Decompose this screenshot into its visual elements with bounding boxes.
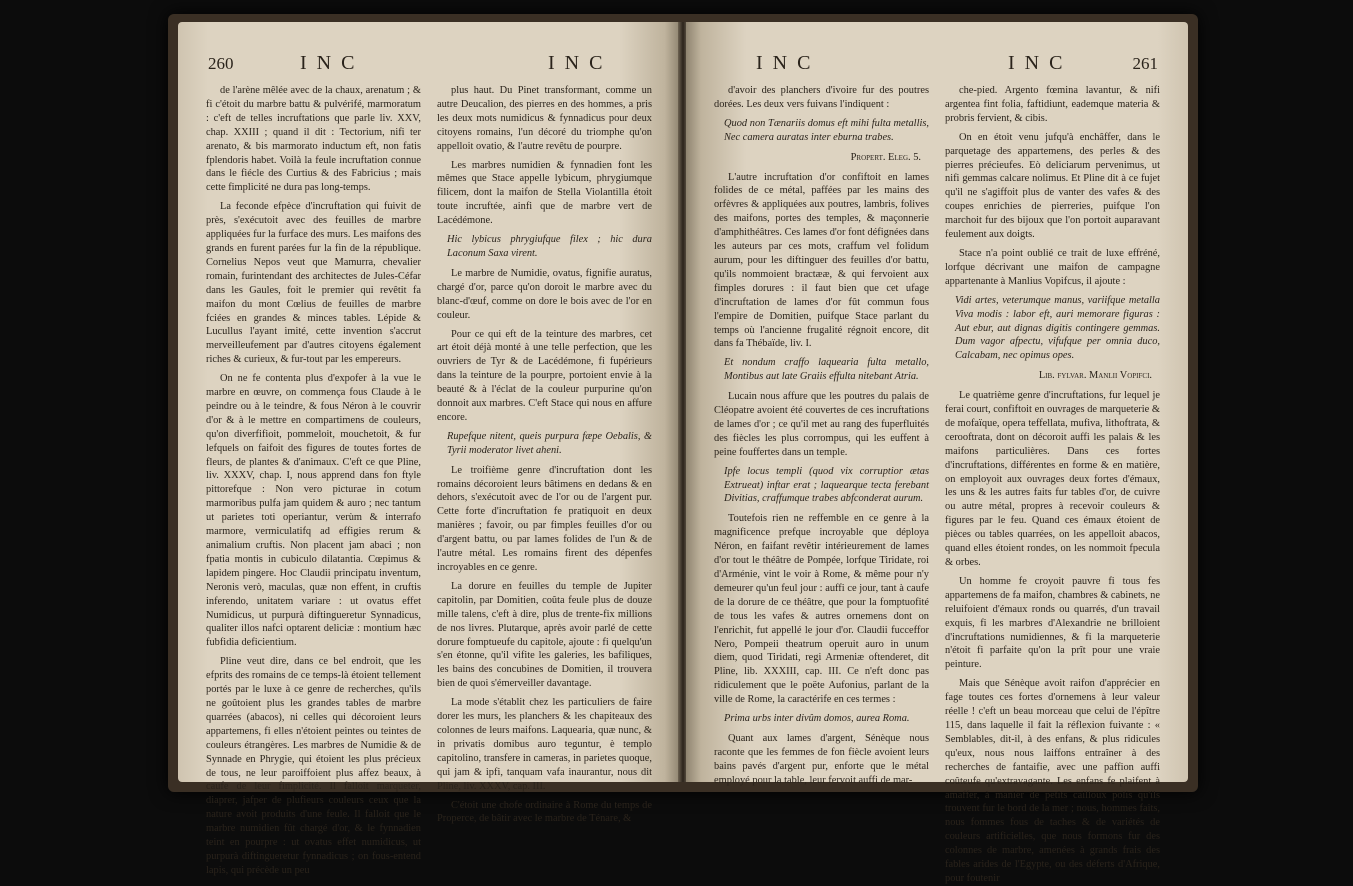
paragraph: Lucain nous affure que les poutres du palais de Cléopatre avoient été couvertes de ces incruftations de lames d'or ; ce qu'il met au rang des fuperfluités des fiècles les plus corrompus, qui les euffent à peine fouffertes dans un temple.	[714, 391, 929, 458]
verse-quote: Prima urbs inter divûm domos, aurea Roma.	[724, 713, 910, 725]
paragraph: Quant aux lames d'argent, Sénèque nous raconte que les femmes de fon fiècle avoient leurs bains pavés d'argent pur, enforte que le métal employé pour la table, leur fervoit auffi de mar-	[714, 732, 929, 786]
paragraph: che-pied. Argento fœmina lavantur, & nifi argentea fint folia, faftidiunt, eademque materia & probris fervient, & cibis.	[945, 85, 1160, 124]
paragraph: Pour ce qui eft de la teinture des marbres, cet art étoit déjà monté à une telle perfection, que les ouvriers de Tyr & de Lacédémone, fi fupérieurs dans la teinture de la pourpre, portoient envie à la beauté & à l'éclat de la couleur purpurine qu'on donnoit aux marbres. C'eft Stace qui nous en affure encore.	[437, 328, 652, 423]
verse-quote: Ipfe locus templi (quod vix corruptior ætas Extrueat) inftar erat ; laquearque tecta ferebant Divitias, craffumque trabes abfconderat aurum.	[724, 465, 929, 505]
left-column-1	[206, 84, 421, 876]
running-head: INC	[756, 52, 821, 74]
right-running-header	[716, 52, 1158, 76]
paragraph: Le quatrième genre d'incruftations, fur lequel je ferai court, confiftoit en ouvrages de marqueterie & de mofaïque, opera teffellata, mufiva, lithoftrata, & cerooftrata, dont on décoroit auffi les palais & les maifons particulières. Dans ces fortes d'incruftations, différentes en forme & en matière, on employoit aux ouvrages deux fortes d'émaux, les uns & les autres faits fur tables d'or, de cuivre ou autre métal, propres à recevoir couleurs & figures par le feu. Quand ces émaux étoient de pièces ou tables quarrées, on les appelloit abacos, quand elles étoient rondes, on les nommoit fpecula & orbes.	[945, 390, 1160, 568]
verse-quote: Hic lybicus phrygiufque filex ; hic dura Laconum Saxa virent.	[447, 234, 652, 259]
running-head: INC	[300, 52, 365, 74]
right-page	[686, 22, 1188, 884]
verse-quote: Quod non Tænariis domus eft mihi fulta metallis, Nec camera auratas inter eburna trabes.	[724, 117, 929, 143]
paragraph: Toutefois rien ne reffemble en ce genre à la magnificence prefque incroyable que déploya Néron, en faifant revêtir intérieurement de lames d'or tout le théâtre de Pompée, lorfque Tiridate, roi d'Arménie, vint le voir à Rome, & même pour n'y demeurer qu'un feul jour : auffi ce jour, tant à caufe de la dorure de ce théâtre, que pour la fomptuofité de tous les vafes & autres ornemens dont on l'enrichit, fut appellé le jour d'or. Claudii fucceffor Nero, Pompeii theatrum operuit auro in unum diem, quod Tiridati, regi Armeniæ oftenderet, dit Pline, lib. XXXIII, cap. III. Ce n'eft donc pas ridiculement que le poëte Aufonius, parlant de la ville de Rome, la caractérife en ces termes :	[714, 513, 929, 706]
right-column-2	[945, 84, 1160, 884]
paragraph: La feconde efpèce d'incruftation qui fuivit de près, s'exécutoit avec des feuilles de marbre appliquées fur la furface des murs. Les maifons des grands en furent parées fur la fin de la république. Cornelius Nepos veut que Mamurra, chevalier romain, furintendant des architectes de Jules-Céfar dans les Gaules, foit le premier qui revêtit fa maifon du mont Cœlius de feuilles de marbre fciées en grandes & minces tables. Lépide & Lucullus l'ayant imité, cette invention s'accrut merveilleufement par d'autres citoyens également riches & curieux, & fur-tout par les empereurs.	[206, 201, 421, 366]
paragraph: Les marbres numidien & fynnadien font les mêmes que Stace appelle lybicum, phrygiumque filicem, dont la maifon de Stella Violantilla étoit toute incruftée, ainfi que de marbre vert de Lacédémone.	[437, 159, 652, 227]
open-book	[168, 14, 1198, 884]
running-head: INC	[1008, 52, 1073, 74]
paragraph: de l'arène mêlée avec de la chaux, arenatum ; & fi c'étoit du marbre battu & pulvérifé, marmoratum : c'eft de telles incruftations que parle liv. XXV, chap. XXIII ; quand il dit : Tectorium, nifi ter arenato, & bis marmorato inductum eft, non fatis fplendoris habet. Voilà la feule incruftation connue dans le fiécle des Curtius & des Fabricius ; mais cette fimplicité ne dura pas long-temps.	[206, 85, 421, 194]
paragraph: Le marbre de Numidie, ovatus, fignifie auratus, chargé d'or, parce qu'on doroit le marbre avec du blanc-d'œuf, comme on dore le bois avec de l'or en couleur.	[437, 267, 652, 321]
running-head: INC	[548, 52, 613, 74]
paragraph: Le troifième genre d'incruftation dont les romains décoroient leurs bâtimens en dedans & en dehors, s'exécutoit avec de l'or ou de l'argent pur. Cette forte d'incruftation fe pratiquoit en deux manières ; favoir, ou par fimples feuilles d'or ou d'argent battu, ou par lames folides de l'un & de l'autre métal. Les romains firent des dépenfes incroyables en ce genre.	[437, 464, 652, 573]
citation: Lib. fylvar. Manlii Vopifci.	[1038, 370, 1152, 382]
left-column-2	[437, 84, 652, 825]
paragraph: C'étoit une chofe ordinaire à Rome du temps de Properce, de bâtir avec le marbre de Ténare, &	[437, 799, 652, 825]
left-page	[178, 22, 680, 876]
right-column-1	[714, 84, 929, 786]
page-number: 260	[208, 54, 234, 73]
paragraph: On ne fe contenta plus d'expofer à la vue le marbre en œuvre, on commença fous Claude à le peindre ou à le teindre, & fous Néron à le couvrir d'or & à le mettre en compartimens de couleurs, qu'on diverfifioit, pommeloit, mouchetoit, & fur lefquels on faifoit des figures de toutes fortes de fleurs, de plantes & d'animaux. C'eft ce que Pline, liv. XXXV, chap. I, nous apprend dans fon ftyle pittorefque : Non vero picturae in cotum marmoribus pulfa jam quidem & auro ; nec tantum ut parietes toti operiantur, verùm & interrafo marmore, vermiculatifq ad effigies rerum & animalium cruftis. Non placent jam abaci ; non fpatia montis in cubiculo dilatantia. Cœpimus & lapidem pingere. Hoc Claudii principatu inventum, Neronis verò, maculas, quæ non effent, in cruftis inferendo, unitatem variare : ut ovatus effet Numidicus, ut purpurà diftingueretur Synnadicus, qualiter illos nafci optarent deliciæ : montium hæc fubfidia deficientium.	[206, 373, 421, 649]
verse-quote: Et nondum craffo laquearia fulta metallo, Montibus aut late Graiis effulta nitebant Atria.	[724, 357, 929, 383]
paragraph: Stace n'a point oublié ce trait de luxe effréné, lorfque décrivant une maifon de campagne appartenante à Manlius Vopifcus, il ajoute :	[945, 247, 1160, 287]
paragraph: Pline veut dire, dans ce bel endroit, que les efprits des romains de ce temps-là étoient tellement portés par le luxe à ce genre de recherches, qu'ils ne goûtoient plus les grandes tables de marbre quarrées (abacos), ni celles qui décoroient leurs appartemens, fi elles n'étoient peintes ou teintes de couleurs étrangères. Les marbres de Numidie & de Synnade en Phrygie, qui étoient les plus précieux de tous, ne leur paroiffoient plus affez beaux, à caufe de leur fimplicité. Il falloit marqueter, diaprer, jafper de plufieurs couleurs ceux que la nature avoit produits d'une feule. Il falloit que le marbre numidien fût chargé d'or, & le fynnadien teint en pourpre : ut ovatus effet numidicus, ut purpurà diftingueretur fynnadicus ; on fous-entend lapis, qui précède un peu	[206, 656, 421, 876]
paragraph: Un homme fe croyoit pauvre fi tous fes appartemens de fa maifon, chambres & cabinets, ne reluifoient d'émaux ronds ou quarrés, d'un travail exquis, fi les marbres d'Alexandrie ne brilloient d'incruftations numidiennes, & fi la marqueterie n'étoit fi parfaite qu'on la prît pour une vraie peinture.	[945, 575, 1160, 671]
paragraph: On en étoit venu jufqu'à enchâffer, dans le parquetage des appartemens, des perles & des pierres précieufes. Eò deliciarum pervenimus, ut nifi gemmas calcare nolimus. Et Pline dit à ce fujet qu'il ne s'agiffoit plus de vanter des vafes & des coupes enrichies de pierreries, puifque l'on marchoit fur des bijoux que l'on portoit auparavant feulement aux doigts.	[945, 131, 1160, 241]
paragraph: L'autre incruftation d'or confiftoit en lames folides de ce métal, paffées par les mains des orfèvres & appliquées aux poutres, lambris, folives des maifons, portes des temples, & maçonnerie d'amphithéâtres. Ces lames d'or font défignées dans les auteurs par ces mots, craffum vel folidum aurum, pour les diftinguer des feuilles d'or battu, qu'ils nommoient bractææ, & qui fervoient aux fimples dorures : il faut bien que cet ufage d'incruftation de lames d'or fût commun fous l'empire de Domitien, puifque Stace parlant du temps où l'ancienne frugalité régnoit encore, dit dans fa Thébaïde, liv. I.	[714, 171, 929, 350]
left-columns	[206, 84, 652, 876]
verse-quote: Rupefque nitent, queis purpura fæpe Oebalis, & Tyrii moderator livet aheni.	[447, 430, 652, 456]
verse-quote: Vidi artes, veterumque manus, variifque metalla Viva modis : labor eft, auri memorare figuras : Aut ebur, aut dignas digitis contingere gemmas. Dum vagor afpectu, vifufque per omnia duco, Calcabam, nec opimus opes.	[955, 294, 1160, 362]
paragraph: Mais que Sénèque avoit raifon d'apprécier en fage toutes ces fortes d'ornemens à leur valeur réelle ! c'eft un beau morceau que celui de l'épître 115, dans laquelle il fait la réflexion fuivante : « Semblables, dit-il, à des enfans, & plus ridicules qu'eux, nous nous laiffons entraîner à des recherches de fantaifie, avec une paffion auffi coûteufe qu'extravagante. Les enfans fe plaifent à amaffer, à manier de petits cailloux polis qu'ils trouvent fur le bord de la mer ; nous, hommes faits, nous fommes fous de taches & de variétés de couleurs artificielles, que nous formons fur des colonnes de marbre, amenées à grands frais des fables arides de l'Egypte, ou des déferts d'Afrique, pour foutenir	[945, 678, 1160, 884]
paragraph: La dorure en feuilles du temple de Jupiter capitolin, par Domitien, coûta feule plus de douze mille talens, c'eft à dire, plus de trente-fix millions de nos livres. Plutarque, après avoir parlé de cette dorure fomptueufe du capitole, ajoute : fi quelqu'un s'en étonne, qu'il vifite les galeries, les bafiliques, les bains des concubines de Domitien, il trouvera bien de quoi s'émerveiller davantage.	[437, 580, 652, 690]
paragraph: plus haut. Du Pinet transformant, comme un autre Deucalion, des pierres en des hommes, a pris les deux mots numidicus & fynnadicus pour deux citoyens romains, l'un décoré du triomphe qu'on appelloit ovatio, & l'autre revêtu de pourpre.	[437, 85, 652, 152]
paragraph: La mode s'établit chez les particuliers de faire dorer les murs, les planchers & les chapiteaux des colonnes de leurs maifons. Laquearia, quæ nunc, & in privatis domibus auro teguntur, è templo capitolino, transfere in cameras, in parietes quoque, qui jam & ipfi, tanquam vafa inaurantur, nous dit Pline, liv. XXXV, cap. III.	[437, 697, 652, 792]
right-columns	[714, 84, 1160, 884]
paragraph: d'avoir des planchers d'ivoire fur des poutres dorées. Les deux vers fuivans l'indiquent :	[714, 85, 929, 110]
left-running-header	[208, 52, 650, 76]
page-number: 261	[1132, 54, 1158, 73]
citation: Propert. Eleg. 5.	[850, 151, 921, 163]
